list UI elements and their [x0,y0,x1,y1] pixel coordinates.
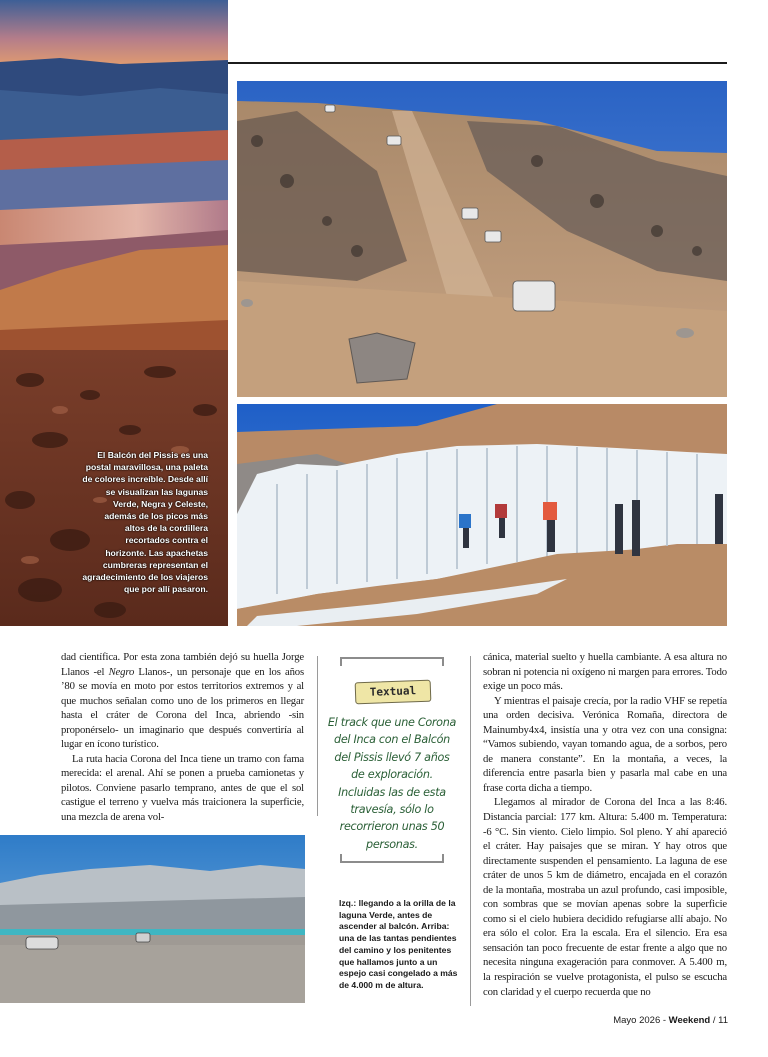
laguna-photo-caption [339,898,459,992]
article-column-right [483,650,727,999]
textual-badge: Textual [355,680,432,705]
column-divider [470,656,471,1006]
column-divider [317,656,318,816]
folio-magazine: Weekend [668,1015,711,1026]
penitentes-ice-photo [237,404,727,626]
paragraph: Y mientras el paisaje crecía, por la radio VHF se repetía una orden decisiva. Verónica Romaña, directora de Mainumby4x4, insistía una y otra vez con una consigna: “Vamos subiendo, vayan tomando agua, de a sorbos, pero de manera constante”. En la montaña, a veces, la diferencia entre pasarla bien y pasarla mal cabe en una frase corta dicha a tiempo. [483,694,727,794]
balcon-photo-caption: El Balcón del Pissis es una postal maravillosa, una paleta de colores increíble. Desde allí se visualizan las lagunas Verde, Negra y Celeste, además de los picos más altos de la cordillera recortados contra el horizonte. Las apachetas cumbreras representan el agradecimiento de los viajeros que por allí pasaron. [82,450,208,595]
header-rule [228,62,727,64]
folio-page-number: / 11 [712,1015,728,1026]
nickname-italic: Negro [108,665,135,678]
pull-quote: El track que une Corona del Inca con el Balcón del Pissis llevó 7 años de exploración. Incluidas las de esta travesía, sólo lo recorrieron unas 50 personas. [327,716,457,851]
folio-date: Mayo 2026 - [613,1015,667,1026]
paragraph: dad científica. Por esta zona también dejó su huella Jorge Llanos -el Negro Llanos-, un personaje que en los años ’80 se movía en moto por estos territorios extremos y al que muchos señalan como uno de los primeros en llegar hasta el cráter de Corona del Inca, abriendo -sin proponérselo- un imaginario que después convertiría al lugar en ícono turístico. [61,651,304,751]
caption-rest: una de las tantas pendientes del camino y los penitentes que hallamos junto a un espejo casi congelado a más de 4.000 m de altura. [339,933,458,990]
mountain-track-photo [237,81,727,397]
quote-bracket-top [340,657,444,666]
paragraph: La ruta hacia Corona del Inca tiene un tramo con fama merecida: el arenal. Ahí se ponen a prueba camionetas y pilotos. Conviene pasarlo temprano, antes de que el sol castigue el terreno y vuelva más traicionera la superficie, una mezcla de arena vol- [61,752,304,824]
caption-lead: Izq.: llegando a la orilla de la laguna Verde, antes de ascender al balcón. [339,898,456,932]
laguna-verde-photo [0,835,305,1003]
quote-bracket-bottom [340,854,444,863]
paragraph: cánica, material suelto y huella cambiante. A esa altura no sobran ni potencia ni oxígeno ni margen para errores. Todo exige un poco más. [483,651,727,693]
caption-label: Arriba: [421,921,450,932]
paragraph: Llegamos al mirador de Corona del Inca a las 8:46. Distancia parcial: 177 km. Altura: 5.400 m. Temperatura: -6 °C. Sin viento. Cielo limpio. Sol pleno. Y ahí apareció el cráter. Hay paisajes que se miran. Y hay otros que directamente suspenden el pensamiento. La laguna de ese cráter de unos 5 km de diámetro, encajada en el corazón de la montaña, mostraba un azul profundo, casi imposible, con sombras que se movían apenas sobre la superficie como si el cielo hubiera decidido refugiarse allí abajo. No era sólo el color. Era la escala. Era el silencio. Era esa sensación tan poco frecuente de estar frente a algo que no necesita ninguna exageración para conmover. A 5.400 m, la respiración se vuelve protagonista, el pulso se escucha con claridad y el cuerpo recuerda que no [483,796,727,998]
article-column-left [61,650,304,825]
page-folio [560,1015,728,1026]
